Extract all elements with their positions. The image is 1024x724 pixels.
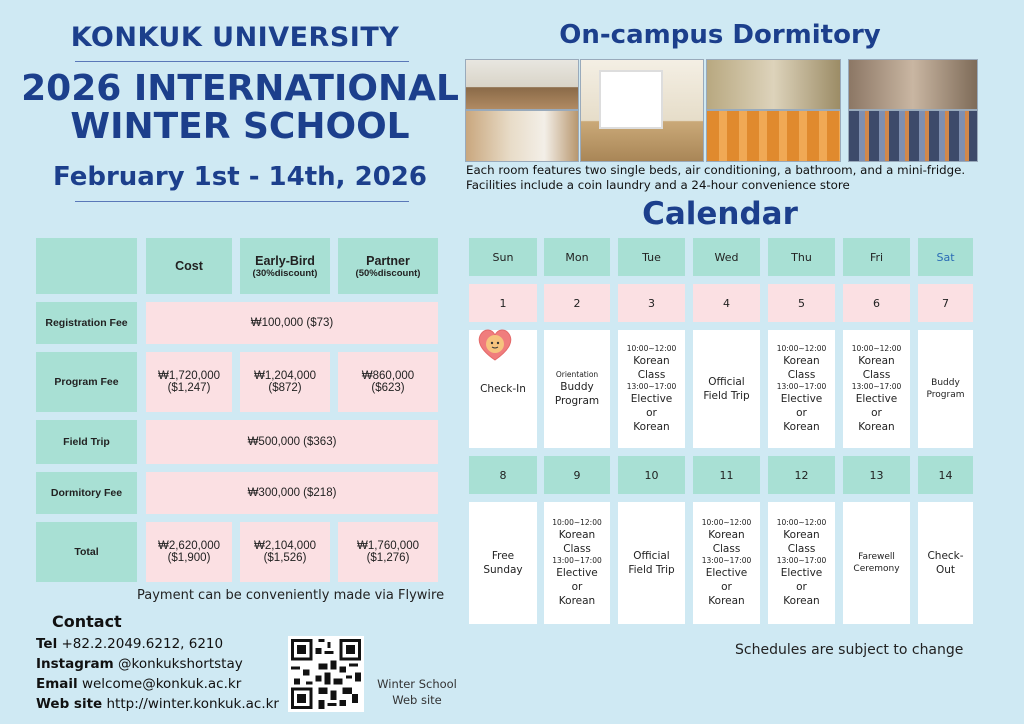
date-12: 12 — [768, 456, 835, 494]
schedule-note: Schedules are subject to change — [735, 642, 964, 658]
day-header-thu: Thu — [768, 238, 835, 276]
day-header-mon: Mon — [544, 238, 610, 276]
event-day-4 — [693, 330, 760, 448]
qr-label — [372, 676, 462, 708]
row-label-dormitory: Dormitory Fee — [36, 472, 137, 514]
event-day-5 — [768, 330, 835, 448]
program-fee-cost-krw: ₩1,720,000 — [157, 370, 220, 382]
contact-tel — [36, 636, 223, 652]
korean-text: Korean — [858, 355, 895, 367]
date-5: 5 — [768, 284, 835, 322]
ceremony-text: Ceremony — [853, 564, 900, 574]
total-partner-krw: ₩1,760,000 — [356, 540, 419, 552]
event-buddy: Buddy — [560, 381, 594, 393]
event-buddy-program: Buddy Program — [926, 378, 965, 400]
date-11: 11 — [693, 456, 760, 494]
checkout-line-1: Check- — [927, 550, 964, 562]
divider — [75, 61, 409, 62]
event-day-2 — [544, 330, 610, 448]
page-title — [20, 70, 460, 146]
day-header-fri: Fri — [843, 238, 910, 276]
program-fee-early-krw: ₩1,204,000 — [253, 370, 316, 382]
program-fee-early-usd: ($872) — [268, 382, 302, 394]
date-3: 3 — [618, 284, 685, 322]
elective-text: Elective — [780, 393, 823, 405]
program-dates: February 1st - 14th, 2026 — [53, 162, 427, 192]
class-text: Class — [712, 543, 741, 555]
sunday-text: Sunday — [483, 564, 523, 576]
event-day-6 — [843, 330, 910, 448]
event-checkin: Check-In — [480, 383, 526, 395]
field-trip-text: Field Trip — [628, 564, 675, 576]
program-fee-partner — [338, 352, 438, 412]
dorm-photo-window — [580, 59, 704, 162]
column-header-partner — [338, 238, 438, 294]
fee-table-corner — [36, 238, 137, 294]
row-label-program: Program Fee — [36, 352, 137, 412]
qr-label-line-2: Web site — [392, 693, 442, 707]
checkout-line-2: Out — [935, 564, 956, 576]
calendar-title: Calendar — [642, 196, 798, 232]
university-name: KONKUK UNIVERSITY — [70, 22, 400, 53]
day-header-sun: Sun — [469, 238, 537, 276]
date-7: 7 — [918, 284, 973, 322]
program-fee-partner-krw: ₩860,000 — [361, 370, 415, 382]
dormitory-description: Each room features two single beds, air conditioning, a bathroom, and a mini-fridge. Facilities include a coin laundry and a 24-hour convenience store — [466, 163, 966, 192]
dorm-photo-room — [465, 59, 579, 110]
date-13: 13 — [843, 456, 910, 494]
or-text: or — [796, 581, 807, 593]
contact-instagram — [36, 656, 243, 672]
event-day-7 — [918, 330, 973, 448]
event-day-9 — [544, 502, 610, 624]
date-9: 9 — [544, 456, 610, 494]
total-partner — [338, 522, 438, 582]
instagram-value[interactable]: @konkukshortstay — [118, 656, 243, 672]
time-pm: 13:00~17:00 — [776, 382, 827, 391]
total-cost — [146, 522, 232, 582]
program-fee-cost-usd: ($1,247) — [167, 382, 211, 394]
dorm-photo-cafeteria — [706, 110, 841, 162]
korean-text: Korean — [708, 529, 745, 541]
event-day-8 — [469, 502, 537, 624]
korean-text: Korean — [558, 595, 596, 607]
early-bird-label: Early-Bird — [255, 253, 315, 268]
farewell-text: Farewell — [858, 552, 895, 562]
time-pm: 13:00~17:00 — [552, 556, 602, 565]
total-cost-usd: ($1,900) — [167, 552, 211, 564]
or-text: or — [646, 407, 657, 419]
korean-text: Korean — [783, 595, 820, 607]
dorm-photo-students — [848, 59, 978, 110]
elective-text: Elective — [705, 567, 748, 579]
event-day-1 — [469, 330, 537, 448]
date-6: 6 — [843, 284, 910, 322]
time-am: 10:00~12:00 — [552, 518, 602, 527]
or-text: or — [796, 407, 807, 419]
qr-code-icon[interactable] — [288, 636, 364, 712]
korean-text: Korean — [783, 529, 820, 541]
dorm-photo-store — [848, 110, 978, 162]
program-fee-partner-usd: ($623) — [371, 382, 405, 394]
day-header-sat: Sat — [918, 238, 973, 276]
contact-title: Contact — [52, 612, 122, 631]
day-header-wed: Wed — [693, 238, 760, 276]
email-label: Email — [36, 676, 78, 692]
partner-label: Partner — [366, 253, 410, 268]
elective-text: Elective — [780, 567, 823, 579]
day-header-tue: Tue — [618, 238, 685, 276]
early-bird-discount: (30%discount) — [252, 267, 318, 279]
field-trip-fee-value: ₩500,000 ($363) — [146, 420, 438, 464]
korean-text: Korean — [558, 529, 596, 541]
event-day-10 — [618, 502, 685, 624]
elective-text: Elective — [556, 567, 598, 579]
field-trip-text: Field Trip — [703, 390, 750, 402]
qr-label-line-1: Winter School — [377, 677, 457, 691]
row-label-field-trip: Field Trip — [36, 420, 137, 464]
dorm-photo-shelves — [465, 110, 579, 162]
date-4: 4 — [693, 284, 760, 322]
total-cost-krw: ₩2,620,000 — [157, 540, 220, 552]
event-orientation: Orientation — [555, 370, 599, 379]
contact-email — [36, 676, 241, 692]
total-early-krw: ₩2,104,000 — [253, 540, 316, 552]
or-text: or — [721, 581, 732, 593]
event-day-12 — [768, 502, 835, 624]
mascot-heart-icon — [475, 324, 515, 364]
date-1: 1 — [469, 284, 537, 322]
event-program: Program — [554, 395, 600, 407]
official-text: Official — [633, 550, 670, 562]
date-2: 2 — [544, 284, 610, 322]
time-am: 10:00~12:00 — [701, 518, 752, 527]
program-fee-cost — [146, 352, 232, 412]
email-value[interactable]: welcome@konkuk.ac.kr — [81, 676, 242, 692]
or-text: or — [871, 407, 882, 419]
elective-text: Elective — [855, 393, 898, 405]
korean-text: Korean — [783, 355, 820, 367]
free-text: Free — [491, 550, 515, 562]
class-text: Class — [563, 543, 591, 555]
korean-text: Korean — [783, 421, 820, 433]
column-header-early-bird — [240, 238, 330, 294]
date-8: 8 — [469, 456, 537, 494]
total-early — [240, 522, 330, 582]
column-header-cost: Cost — [146, 238, 232, 294]
elective-text: Elective — [630, 393, 673, 405]
korean-text: Korean — [633, 421, 670, 433]
time-am: 10:00~12:00 — [776, 518, 827, 527]
instagram-label: Instagram — [36, 656, 114, 672]
time-am: 10:00~12:00 — [776, 344, 827, 353]
event-day-13 — [843, 502, 910, 624]
date-14: 14 — [918, 456, 973, 494]
window-icon — [599, 70, 663, 129]
row-label-total: Total — [36, 522, 137, 582]
dormitory-fee-value: ₩300,000 ($218) — [146, 472, 438, 514]
title-line-2: WINTER SCHOOL — [70, 106, 410, 147]
row-label-registration: Registration Fee — [36, 302, 137, 344]
total-partner-usd: ($1,276) — [366, 552, 410, 564]
time-pm: 13:00~17:00 — [626, 382, 677, 391]
tel-label: Tel — [36, 636, 58, 652]
event-day-14 — [918, 502, 973, 624]
class-text: Class — [787, 543, 816, 555]
korean-text: Korean — [633, 355, 670, 367]
website-link[interactable]: http://winter.konkuk.ac.kr — [106, 696, 279, 712]
program-fee-early — [240, 352, 330, 412]
class-text: Class — [787, 369, 816, 381]
korean-text: Korean — [858, 421, 895, 433]
contact-website — [36, 696, 279, 712]
time-pm: 13:00~17:00 — [851, 382, 902, 391]
dorm-photo-bathroom — [706, 59, 841, 110]
total-early-usd: ($1,526) — [263, 552, 307, 564]
class-text: Class — [862, 369, 891, 381]
time-am: 10:00~12:00 — [626, 344, 677, 353]
time-pm: 13:00~17:00 — [701, 556, 752, 565]
tel-value: +82.2.2049.6212, 6210 — [61, 636, 224, 652]
partner-discount: (50%discount) — [355, 267, 421, 279]
website-label: Web site — [36, 696, 103, 712]
dormitory-title: On-campus Dormitory — [559, 20, 881, 50]
time-am: 10:00~12:00 — [851, 344, 902, 353]
payment-note: Payment can be conveniently made via Flywire — [137, 588, 445, 603]
divider — [75, 201, 409, 202]
official-text: Official — [708, 376, 745, 388]
title-line-1: 2026 INTERNATIONAL — [21, 68, 459, 109]
korean-text: Korean — [708, 595, 745, 607]
class-text: Class — [637, 369, 666, 381]
event-day-3 — [618, 330, 685, 448]
or-text: or — [571, 581, 583, 593]
date-10: 10 — [618, 456, 685, 494]
event-day-11 — [693, 502, 760, 624]
time-pm: 13:00~17:00 — [776, 556, 827, 565]
registration-fee-value: ₩100,000 ($73) — [146, 302, 438, 344]
